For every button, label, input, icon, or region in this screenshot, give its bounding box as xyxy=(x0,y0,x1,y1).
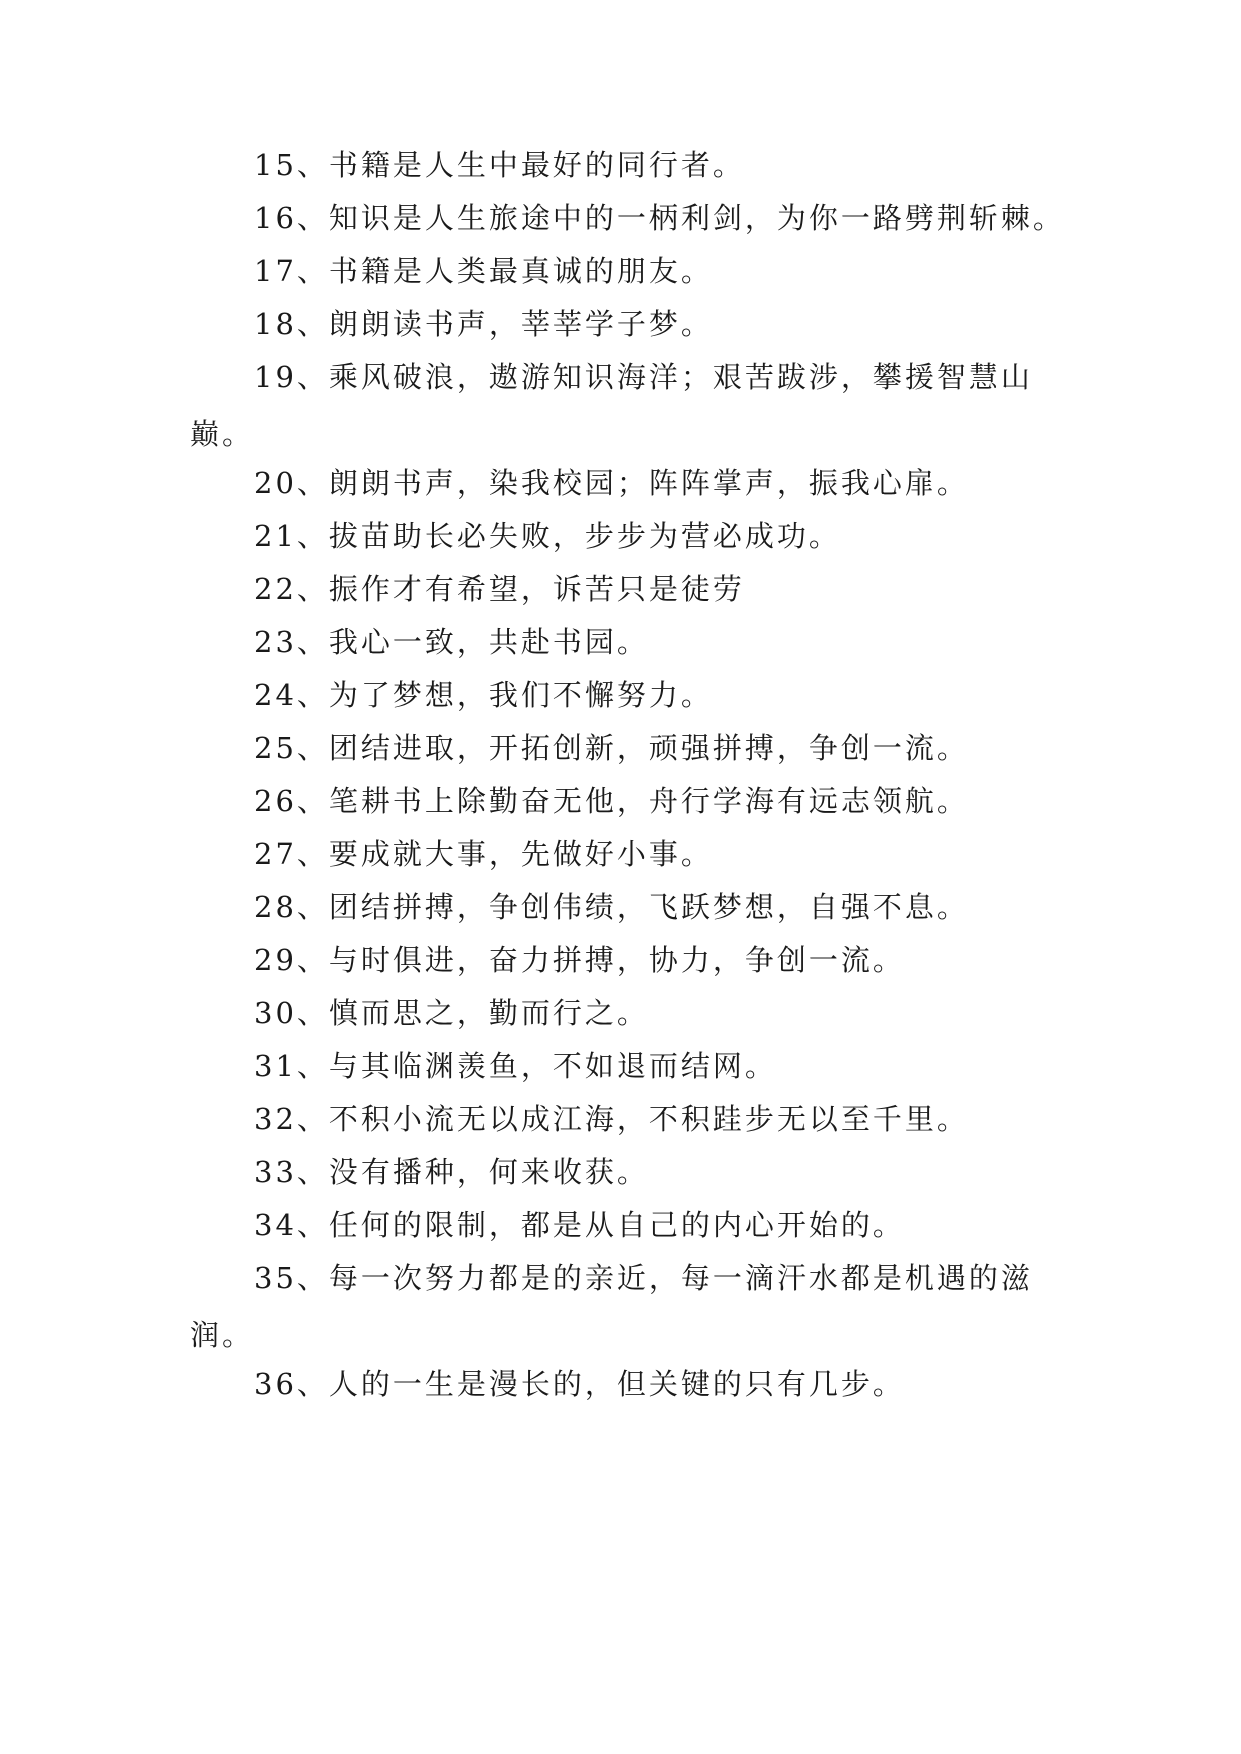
list-item: 32、不积小流无以成江海，不积跬步无以至千里。 xyxy=(254,1102,969,1136)
list-item: 29、与时俱进，奋力拼搏，协力，争创一流。 xyxy=(254,943,905,977)
list-item: 27、要成就大事，先做好小事。 xyxy=(254,837,713,871)
list-item: 34、任何的限制，都是从自己的内心开始的。 xyxy=(254,1208,905,1242)
list-item: 24、为了梦想，我们不懈努力。 xyxy=(254,678,713,712)
list-item: 30、慎而思之，勤而行之。 xyxy=(254,996,649,1030)
list-item: 16、知识是人生旅途中的一柄利剑，为你一路劈荆斩棘。 xyxy=(254,201,1065,235)
list-item: 26、笔耕书上除勤奋无他，舟行学海有远志领航。 xyxy=(254,784,969,818)
list-item: 25、团结进取，开拓创新，顽强拼搏，争创一流。 xyxy=(254,731,969,765)
list-item: 19、乘风破浪，遨游知识海洋；艰苦跋涉，攀援智慧山巅。 xyxy=(190,360,1033,451)
list-item: 20、朗朗书声，染我校园；阵阵掌声，振我心扉。 xyxy=(254,466,969,500)
list-item: 22、振作才有希望，诉苦只是徒劳 xyxy=(254,572,745,606)
list-item: 15、书籍是人生中最好的同行者。 xyxy=(254,148,745,182)
list-item: 35、每一次努力都是的亲近，每一滴汗水都是机遇的滋润。 xyxy=(190,1261,1033,1352)
list-item: 21、拔苗助长必失败，步步为营必成功。 xyxy=(254,519,841,553)
list-item: 18、朗朗读书声，莘莘学子梦。 xyxy=(254,307,713,341)
list-item: 36、人的一生是漫长的，但关键的只有几步。 xyxy=(254,1367,905,1401)
list-item: 28、团结拼搏，争创伟绩，飞跃梦想，自强不息。 xyxy=(254,890,969,924)
list-item: 23、我心一致，共赴书园。 xyxy=(254,625,649,659)
list-item: 31、与其临渊羡鱼，不如退而结网。 xyxy=(254,1049,777,1083)
list-item: 17、书籍是人类最真诚的朋友。 xyxy=(254,254,713,288)
list-item: 33、没有播种，何来收获。 xyxy=(254,1155,649,1189)
